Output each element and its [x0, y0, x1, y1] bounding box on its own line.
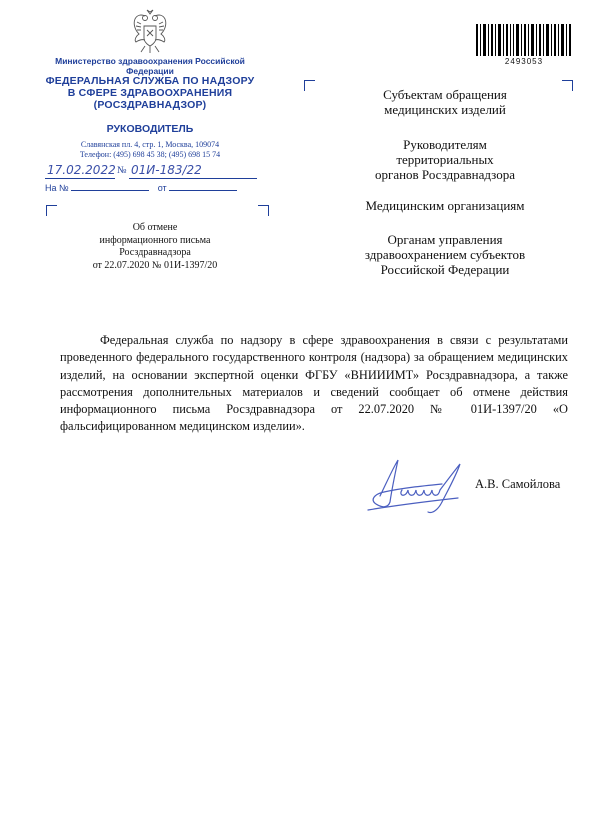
addressee-block	[340, 198, 550, 213]
signatory-name: А.В. Самойлова	[475, 477, 561, 491]
addressee-block	[340, 137, 550, 182]
on-number-label: На №	[45, 183, 69, 193]
address-line: Славянская пл. 4, стр. 1, Москва, 109074	[80, 140, 220, 149]
barcode-icon	[476, 24, 572, 56]
addressee-line: Медицинским организациям	[365, 198, 525, 213]
registration-number: 01И-183/22	[131, 163, 202, 177]
addressee-line: Субъектам обращения	[383, 87, 507, 102]
addressee-line: медицинских изделий	[384, 102, 506, 117]
addressee-line: Российской Федерации	[380, 262, 510, 277]
barcode-number: 2493053	[504, 57, 544, 66]
subject-line: информационного письма	[99, 234, 211, 246]
registration-line	[45, 163, 275, 181]
addressee-line: территориальных	[396, 152, 494, 167]
from-field	[169, 190, 237, 191]
reference-line	[45, 183, 237, 193]
addressee-bracket-left	[304, 80, 315, 91]
service-line2: В СФЕРЕ ЗДРАВООХРАНЕНИЯ	[67, 87, 233, 99]
addressee-bracket-right	[562, 80, 573, 91]
subject-block	[60, 222, 250, 272]
service-name	[30, 75, 270, 111]
coat-of-arms-emblem-icon	[127, 8, 173, 56]
addressee-block	[340, 232, 550, 277]
body-paragraph: Федеральная служба по надзору в сфере здравоохранения в связи с результатами проведенного федерального государственного контроля (надзора) за обращением медицинских изделий, на основании экспертной оценки ФГБУ «ВНИИИМТ» Росздравнадзора, а также рассмотрения дополнительных материалов и сведений сообщает об отмене действия информационного письма Росздравнадзора от 22.07.2020 № 01И-1397/20 «О фальсифицированном медицинском изделии».	[60, 333, 568, 434]
phone-line: Телефон: (495) 698 45 38; (495) 698 15 74	[79, 150, 221, 159]
subject-line: Об отмене	[132, 222, 178, 233]
registration-date: 17.02.2022	[47, 163, 116, 177]
addressee-block	[340, 87, 550, 117]
subject-bracket-right	[258, 205, 269, 216]
on-number-field	[71, 190, 149, 191]
handwritten-signature	[362, 456, 472, 516]
ministry-name: Министерство здравоохранения Российской Федерации	[55, 56, 245, 76]
addressee-line: здравоохранением субъектов	[364, 247, 526, 262]
from-label: от	[157, 183, 167, 193]
service-line3: (РОСЗДРАВНАДЗОР)	[93, 99, 207, 111]
addressee-line: Органам управления	[387, 232, 503, 247]
subject-line: от 22.07.2020 № 01И-1397/20	[92, 259, 218, 271]
address-block	[40, 140, 260, 160]
number-label: №	[117, 165, 127, 176]
addressee-line: органов Росздравнадзора	[374, 167, 516, 182]
date-underline	[45, 178, 115, 179]
addressee-line: Руководителям	[403, 137, 487, 152]
subject-line: Росздравнадзора	[119, 247, 191, 258]
number-underline	[129, 178, 257, 179]
subject-bracket-left	[46, 205, 57, 216]
head-title: РУКОВОДИТЕЛЬ	[106, 123, 194, 135]
letter-body	[60, 332, 568, 436]
service-line1: ФЕДЕРАЛЬНАЯ СЛУЖБА ПО НАДЗОРУ	[45, 75, 255, 87]
